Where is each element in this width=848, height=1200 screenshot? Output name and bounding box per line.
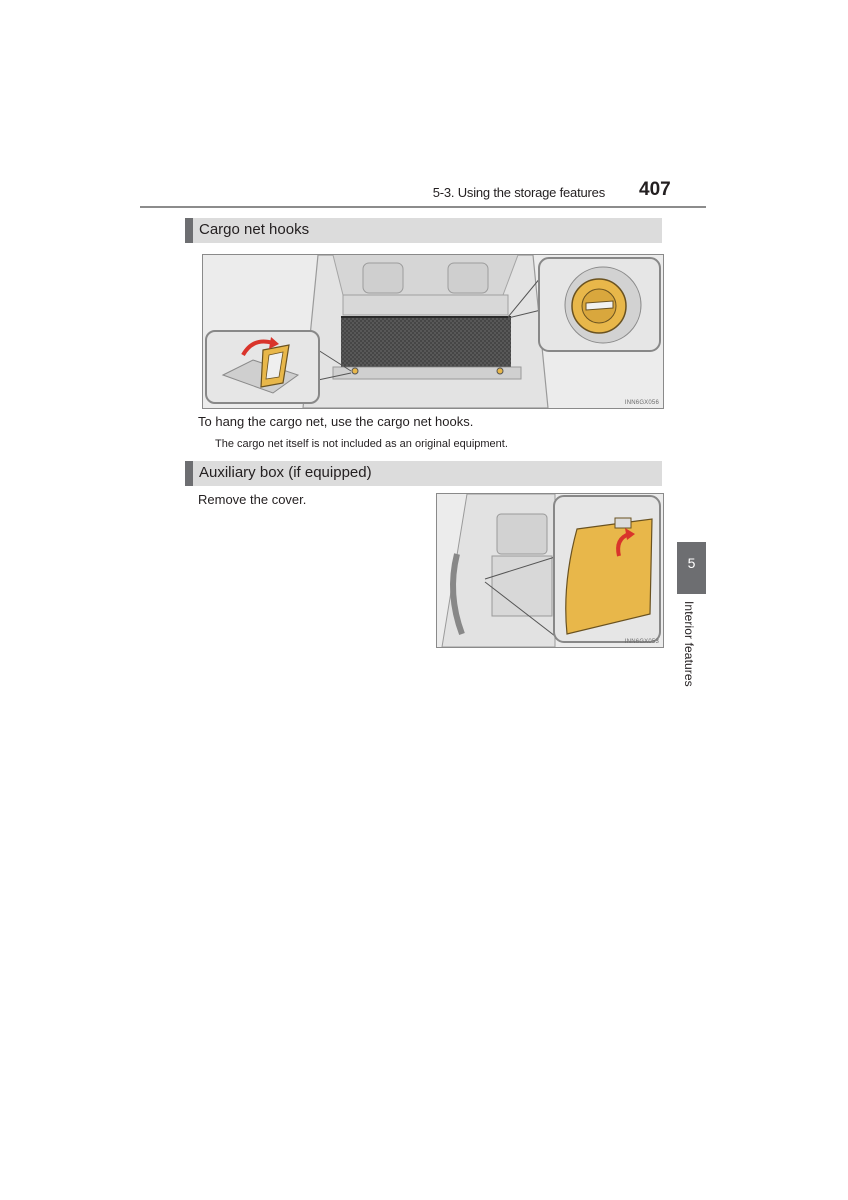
section-title: Cargo net hooks: [199, 221, 310, 238]
body-text: Remove the cover.: [198, 492, 307, 507]
chapter-tab: [677, 542, 706, 594]
header-rule: [140, 206, 706, 208]
section-heading-auxiliary-box: [185, 461, 662, 486]
section-title: Auxiliary box (if equipped): [199, 464, 372, 481]
auxiliary-box-illustration: [436, 493, 664, 648]
chapter-number: 5: [687, 555, 696, 571]
figure-id: INN6GX053: [624, 639, 659, 645]
running-header-section: 5-3. Using the storage features: [432, 185, 605, 200]
page-number: 407: [639, 179, 671, 200]
chapter-title: Interior features: [682, 601, 696, 687]
note-text: The cargo net itself is not included as an original equipment.: [215, 438, 508, 450]
section-heading-cargo-net-hooks: [185, 218, 662, 243]
cargo-net-hooks-illustration: [202, 254, 664, 409]
figure-id: INN6GX056: [624, 400, 659, 406]
body-text: To hang the cargo net, use the cargo net hooks.: [198, 414, 474, 429]
